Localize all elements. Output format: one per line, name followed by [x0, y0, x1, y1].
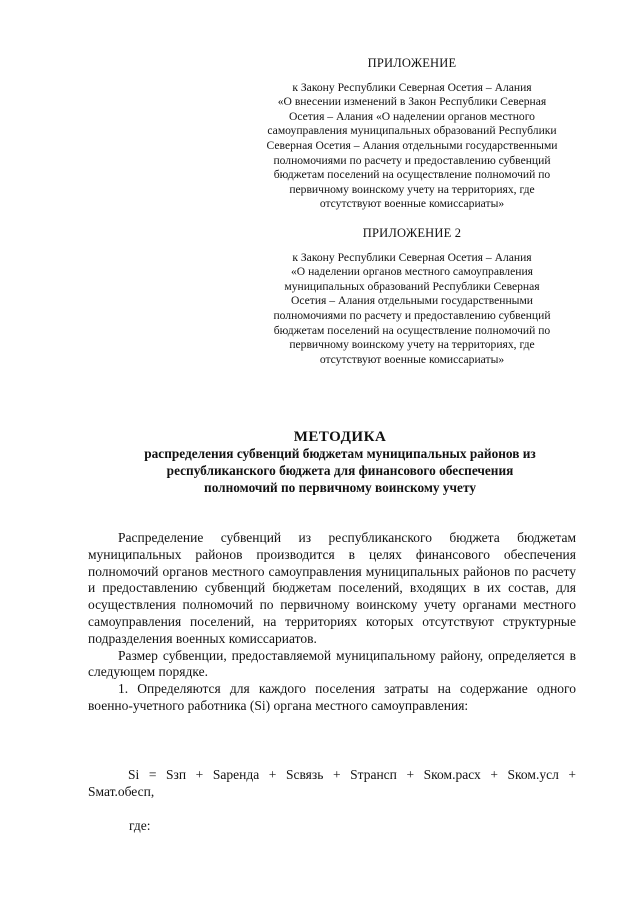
- methodology-subtitle-line: распределения субвенций бюджетам муниципальных районов из: [144, 446, 536, 461]
- paragraph-size: Размер субвенции, предоставляемой муниципальному району, определяется в следующем порядке.: [88, 647, 576, 680]
- appendix-1-line: отсутствуют военные комиссариаты»: [319, 197, 505, 211]
- paragraph-step-1: 1. Определяются для каждого поселения затраты на содержание одного военно-учетного работника (Si) органа местного самоуправления:: [88, 681, 576, 713]
- appendix-1-line: самоуправления муниципальных образований Республики: [267, 124, 557, 138]
- appendix-2-line: полномочиями по расчету и предоставлению субвенций: [273, 308, 551, 322]
- methodology-title: [100, 428, 580, 496]
- appendix-1-line: бюджетам поселений на осуществление полномочий по: [273, 168, 551, 182]
- appendix-1-title: ПРИЛОЖЕНИЕ: [367, 56, 457, 70]
- methodology-heading: МЕТОДИКА: [293, 429, 387, 445]
- appendix-2-line: первичному воинскому учету на территориях, где: [289, 338, 535, 352]
- appendix-2-line: к Закону Республики Северная Осетия – Алания: [292, 250, 532, 264]
- document-body: [88, 530, 576, 715]
- cost-formula: [88, 766, 576, 800]
- appendix-1-line: первичному воинскому учету на территориях, где: [289, 182, 535, 196]
- appendix-2-line: отсутствуют военные комиссариаты»: [319, 352, 505, 366]
- appendix-2-title: ПРИЛОЖЕНИЕ 2: [362, 226, 462, 240]
- appendix-1-line: Осетия – Алания «О наделении органов местного: [289, 109, 535, 123]
- formula-line-1: Si = Sзп + Sаренда + Sсвязь + Sтрансп + Sком.расх + Sком.усл +: [128, 767, 576, 782]
- appendix-2-line: «О наделении органов местного самоуправления: [291, 265, 533, 279]
- appendix-1-header: [242, 56, 582, 212]
- methodology-subtitle-line: республиканского бюджета для финансового обеспечения: [166, 462, 514, 478]
- formula-line-2: Sмат.обесп,: [88, 784, 155, 799]
- appendix-2-header: [242, 226, 582, 367]
- where-label: где:: [129, 818, 151, 833]
- appendix-2-line: бюджетам поселений на осуществление полномочий по: [273, 323, 551, 337]
- appendix-2-line: Осетия – Алания отдельными государственными: [290, 294, 533, 308]
- appendix-1-line: полномочиями по расчету и предоставлению субвенций: [273, 153, 551, 167]
- appendix-2-line: муниципальных образований Республики Северная: [284, 279, 540, 293]
- appendix-1-line: к Закону Республики Северная Осетия – Алания: [292, 80, 532, 94]
- paragraph-distribution: Распределение субвенций из республиканского бюджета бюджетам муниципальных районов производится в целях финансового обеспечения полномочий органов местного самоуправления муниципальных районов по расчету и предоставлению субвенций бюджетам поселений, входящих в их состав, для осуществления полномочий по первичному воинскому учету органами местного самоуправления поселений, на территориях которых отсутствуют структурные подразделения военных комиссариатов.: [88, 530, 576, 646]
- methodology-subtitle-line: полномочий по первичному воинскому учету: [204, 479, 476, 495]
- appendix-1-line: «О внесении изменений в Закон Республики Северная: [277, 95, 547, 109]
- appendix-1-line: Северная Осетия – Алания отдельными государственными: [266, 138, 558, 152]
